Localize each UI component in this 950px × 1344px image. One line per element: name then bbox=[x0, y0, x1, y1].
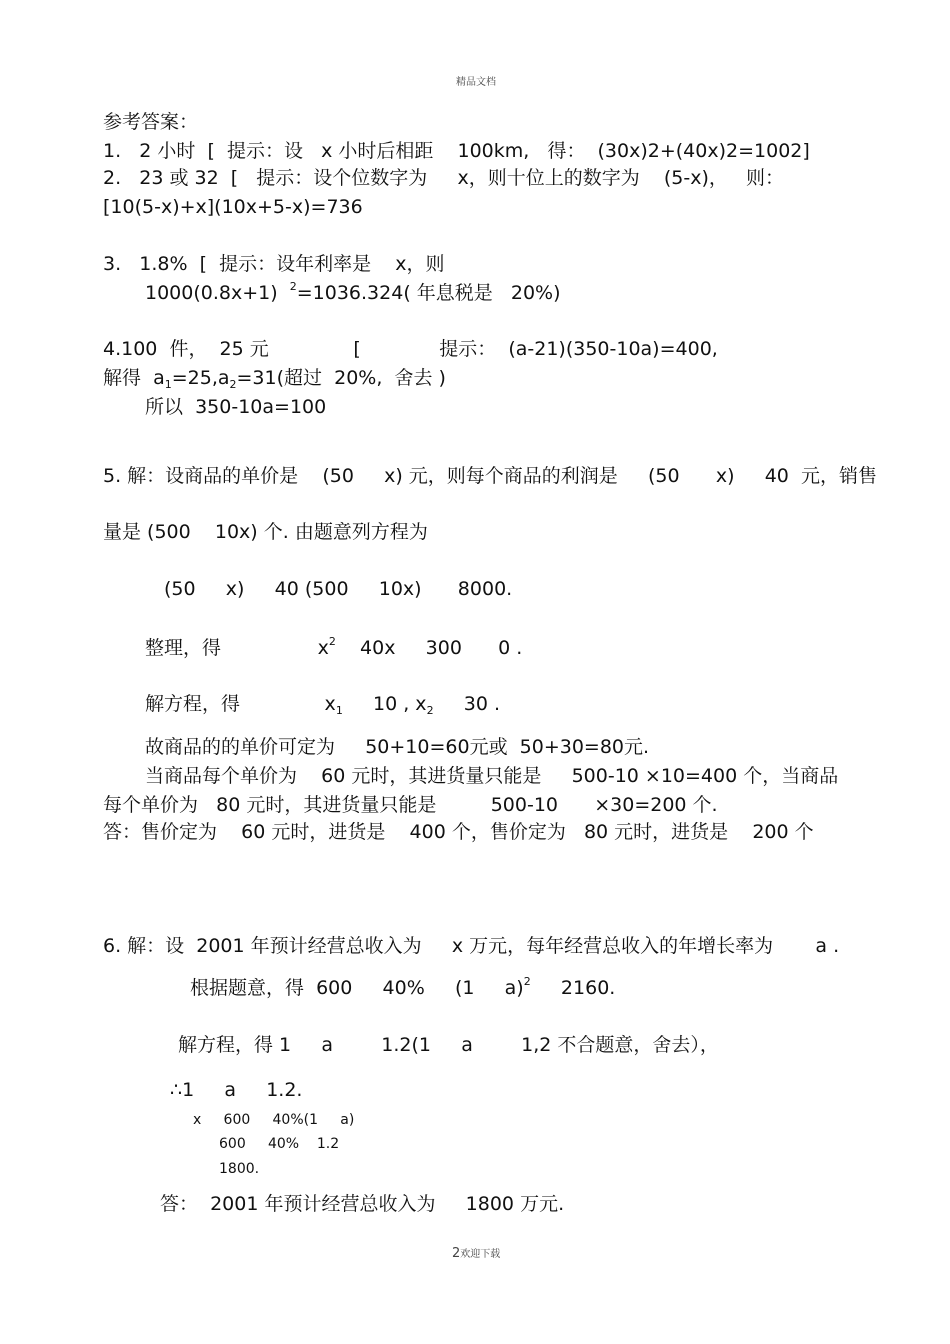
page-number: 2 bbox=[452, 1246, 461, 1261]
answer-6-line-1: 6. 解：设 2001 年预计经营总收入为 x 万元，每年经营总收入的年增长率为 a . bbox=[103, 935, 840, 957]
answer-3-line-2: 1000(0.8x+1) $^2$=1036.324( 年息税是 20%) bbox=[145, 280, 561, 304]
answer-5-solve: 解方程，得 $x_1$ 10 , $x_2$ 30 . bbox=[145, 693, 501, 717]
answer-5-line-2: 量是 (500 10x) 个. 由题意列方程为 bbox=[103, 521, 428, 543]
page-header: 精品文档 bbox=[456, 77, 496, 88]
answer-5-quantity-1: 当商品每个单价为 60 元时，其进货量只能是 500-10 ×10=400 个，当商品 bbox=[145, 765, 839, 787]
answer-6-calc-3: 1800. bbox=[219, 1161, 260, 1177]
answer-1: 1. 2 小时 [ 提示：设 x 小时后相距 100km, 得： (30x)2+(40x)2=1002] bbox=[103, 140, 810, 162]
answer-title: 参考答案： bbox=[103, 111, 199, 133]
answer-5-line-1: 5. 解：设商品的单价是 (50 x) 元，则每个商品的利润是 (50 x) 40 元，销售 bbox=[103, 465, 877, 487]
answer-4-line-2: 解得 $a_1=25,a_2=31$(超过 20%, 舍去 ) bbox=[103, 367, 446, 391]
answer-6-solve: 解方程，得 1 a 1.2(1 a 1,2 不合题意，舍去）， bbox=[178, 1034, 719, 1056]
answer-6-calc-1: x 600 40%(1 a) bbox=[193, 1112, 355, 1128]
answer-3-line-1: 3. 1.8% [ 提示：设年利率是 x，则 bbox=[103, 253, 445, 275]
answer-5-conclusion: 答：售价定为 60 元时，进货是 400 个，售价定为 80 元时，进货是 200 个 bbox=[103, 821, 814, 843]
answer-6-therefore: ∴1 a 1.2. bbox=[170, 1079, 303, 1101]
answer-5-equation: (50 x) 40 (500 10x) 8000. bbox=[164, 578, 513, 600]
answer-2-line-1: 2. 23 或 32 [ 提示：设个位数字为 x，则十位上的数字为 (5-x)， 则： bbox=[103, 167, 785, 189]
answer-4-line-1: 4.100 件， 25 元 [ 提示： (a-21)(350-10a)=400, bbox=[103, 338, 718, 360]
page-footer bbox=[452, 1248, 500, 1261]
footer-text: 欢迎下载 bbox=[460, 1249, 501, 1260]
answer-6-conclusion: 答： 2001 年预计经营总收入为 1800 万元. bbox=[160, 1193, 565, 1215]
answer-5-unit-price: 故商品的的单价可定为 50+10=60元或 50+30=80元. bbox=[145, 736, 650, 758]
answer-6-calc-2: 600 40% 1.2 bbox=[219, 1136, 340, 1152]
answer-6-equation: 根据题意，得 600 40% (1 a)$^2$ 2160. bbox=[190, 975, 616, 999]
answer-5-quantity-2: 每个单价为 80 元时，其进货量只能是 500-10 ×30=200 个. bbox=[103, 794, 718, 816]
answer-2-line-2: [10(5-x)+x](10x+5-x)=736 bbox=[103, 196, 363, 218]
answer-5-simplify: 整理，得 $x^2$ 40x 300 0 . bbox=[145, 635, 523, 659]
answer-4-line-3: 所以 350-10a=100 bbox=[145, 396, 327, 418]
